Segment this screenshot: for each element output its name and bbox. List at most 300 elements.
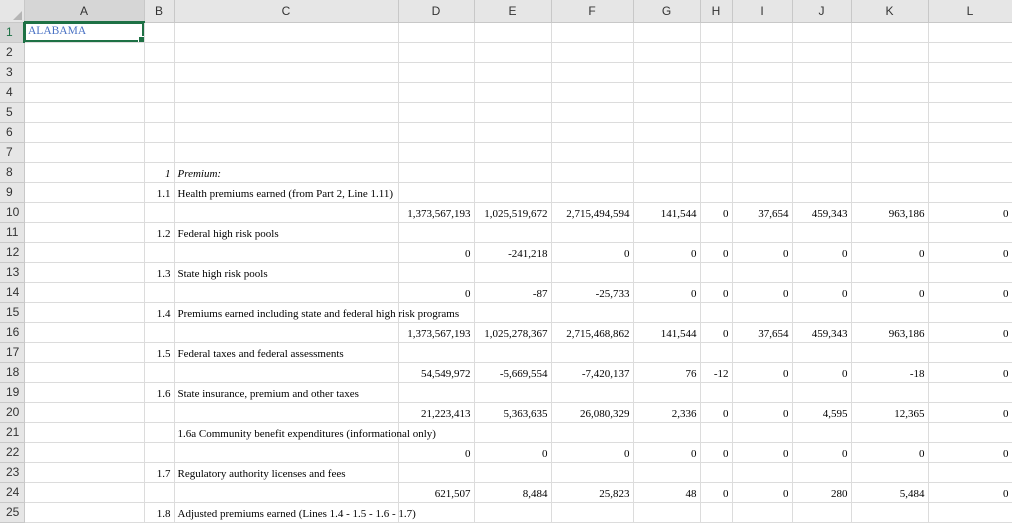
cell-h12[interactable]: 0 <box>700 242 732 262</box>
cell-b13[interactable]: 1.3 <box>144 262 174 282</box>
cell-i21[interactable] <box>732 422 792 442</box>
cell-e22[interactable]: 0 <box>474 442 551 462</box>
row-header-17[interactable]: 17 <box>0 342 24 362</box>
cell-i15[interactable] <box>732 302 792 322</box>
cell-g25[interactable] <box>633 502 700 522</box>
cell-k11[interactable] <box>851 222 928 242</box>
column-header-h[interactable]: H <box>700 0 732 22</box>
cell-e23[interactable] <box>474 462 551 482</box>
cell-k17[interactable] <box>851 342 928 362</box>
cell-f14[interactable]: -25,733 <box>551 282 633 302</box>
cell-f18[interactable]: -7,420,137 <box>551 362 633 382</box>
cell-j18[interactable]: 0 <box>792 362 851 382</box>
cell-a25[interactable] <box>24 502 144 522</box>
cell-k13[interactable] <box>851 262 928 282</box>
cell-a16[interactable] <box>24 322 144 342</box>
cell-g23[interactable] <box>633 462 700 482</box>
cell-f23[interactable] <box>551 462 633 482</box>
cell-d9[interactable] <box>398 182 474 202</box>
cell-c18[interactable] <box>174 362 398 382</box>
cell-l10[interactable]: 0 <box>928 202 1012 222</box>
cell-a19[interactable] <box>24 382 144 402</box>
cell-e10[interactable]: 1,025,519,672 <box>474 202 551 222</box>
row-header-15[interactable]: 15 <box>0 302 24 322</box>
cell-a24[interactable] <box>24 482 144 502</box>
cell-e19[interactable] <box>474 382 551 402</box>
cell-h8[interactable] <box>700 162 732 182</box>
cell-g12[interactable]: 0 <box>633 242 700 262</box>
cell-f10[interactable]: 2,715,494,594 <box>551 202 633 222</box>
cell-j3[interactable] <box>792 62 851 82</box>
cell-i22[interactable]: 0 <box>732 442 792 462</box>
cell-h19[interactable] <box>700 382 732 402</box>
cell-i7[interactable] <box>732 142 792 162</box>
cell-l1[interactable] <box>928 22 1012 42</box>
cell-i25[interactable] <box>732 502 792 522</box>
cell-e3[interactable] <box>474 62 551 82</box>
cell-d19[interactable] <box>398 382 474 402</box>
cell-e15[interactable] <box>474 302 551 322</box>
cell-b17[interactable]: 1.5 <box>144 342 174 362</box>
cell-h10[interactable]: 0 <box>700 202 732 222</box>
cell-h20[interactable]: 0 <box>700 402 732 422</box>
cell-e16[interactable]: 1,025,278,367 <box>474 322 551 342</box>
cell-i10[interactable]: 37,654 <box>732 202 792 222</box>
cell-i6[interactable] <box>732 122 792 142</box>
cell-k12[interactable]: 0 <box>851 242 928 262</box>
cell-k7[interactable] <box>851 142 928 162</box>
cell-l13[interactable] <box>928 262 1012 282</box>
cell-a17[interactable] <box>24 342 144 362</box>
cell-j23[interactable] <box>792 462 851 482</box>
row-header-19[interactable]: 19 <box>0 382 24 402</box>
cell-d6[interactable] <box>398 122 474 142</box>
cell-a20[interactable] <box>24 402 144 422</box>
cell-k23[interactable] <box>851 462 928 482</box>
cell-k4[interactable] <box>851 82 928 102</box>
cell-h4[interactable] <box>700 82 732 102</box>
cell-h25[interactable] <box>700 502 732 522</box>
cell-c20[interactable] <box>174 402 398 422</box>
cell-b3[interactable] <box>144 62 174 82</box>
cell-b14[interactable] <box>144 282 174 302</box>
cell-j11[interactable] <box>792 222 851 242</box>
column-header-f[interactable]: F <box>551 0 633 22</box>
cell-d11[interactable] <box>398 222 474 242</box>
cell-l22[interactable]: 0 <box>928 442 1012 462</box>
cell-h17[interactable] <box>700 342 732 362</box>
cell-c7[interactable] <box>174 142 398 162</box>
cell-i13[interactable] <box>732 262 792 282</box>
cell-l3[interactable] <box>928 62 1012 82</box>
cell-k1[interactable] <box>851 22 928 42</box>
cell-i11[interactable] <box>732 222 792 242</box>
cell-k21[interactable] <box>851 422 928 442</box>
cell-e17[interactable] <box>474 342 551 362</box>
cell-j25[interactable] <box>792 502 851 522</box>
column-header-a[interactable]: A <box>24 0 144 22</box>
cell-j9[interactable] <box>792 182 851 202</box>
cell-c17[interactable]: Federal taxes and federal assessments <box>174 342 398 362</box>
cell-j5[interactable] <box>792 102 851 122</box>
cell-f1[interactable] <box>551 22 633 42</box>
cell-c3[interactable] <box>174 62 398 82</box>
cell-i8[interactable] <box>732 162 792 182</box>
cell-g15[interactable] <box>633 302 700 322</box>
row-header-14[interactable]: 14 <box>0 282 24 302</box>
cell-f20[interactable]: 26,080,329 <box>551 402 633 422</box>
cell-a5[interactable] <box>24 102 144 122</box>
cell-k9[interactable] <box>851 182 928 202</box>
cell-j10[interactable]: 459,343 <box>792 202 851 222</box>
cell-b22[interactable] <box>144 442 174 462</box>
cell-g16[interactable]: 141,544 <box>633 322 700 342</box>
cell-i14[interactable]: 0 <box>732 282 792 302</box>
cell-c21[interactable]: 1.6a Community benefit expenditures (informational only) <box>174 422 398 442</box>
cell-a4[interactable] <box>24 82 144 102</box>
cell-d12[interactable]: 0 <box>398 242 474 262</box>
cell-e25[interactable] <box>474 502 551 522</box>
cell-c13[interactable]: State high risk pools <box>174 262 398 282</box>
cell-b24[interactable] <box>144 482 174 502</box>
cell-h14[interactable]: 0 <box>700 282 732 302</box>
row-header-23[interactable]: 23 <box>0 462 24 482</box>
cell-c5[interactable] <box>174 102 398 122</box>
cell-e21[interactable] <box>474 422 551 442</box>
cell-a21[interactable] <box>24 422 144 442</box>
cell-g13[interactable] <box>633 262 700 282</box>
cell-b7[interactable] <box>144 142 174 162</box>
column-header-l[interactable]: L <box>928 0 1012 22</box>
row-header-24[interactable]: 24 <box>0 482 24 502</box>
column-header-e[interactable]: E <box>474 0 551 22</box>
cell-g22[interactable]: 0 <box>633 442 700 462</box>
cell-g9[interactable] <box>633 182 700 202</box>
cell-d2[interactable] <box>398 42 474 62</box>
cell-b10[interactable] <box>144 202 174 222</box>
row-header-6[interactable]: 6 <box>0 122 24 142</box>
cell-i23[interactable] <box>732 462 792 482</box>
cell-a9[interactable] <box>24 182 144 202</box>
cell-d20[interactable]: 21,223,413 <box>398 402 474 422</box>
cell-e9[interactable] <box>474 182 551 202</box>
cell-a2[interactable] <box>24 42 144 62</box>
cell-c19[interactable]: State insurance, premium and other taxes <box>174 382 398 402</box>
cell-a11[interactable] <box>24 222 144 242</box>
cell-c25[interactable]: Adjusted premiums earned (Lines 1.4 - 1.5 - 1.6 - 1.7) <box>174 502 398 522</box>
cell-b25[interactable]: 1.8 <box>144 502 174 522</box>
cell-g5[interactable] <box>633 102 700 122</box>
cell-f11[interactable] <box>551 222 633 242</box>
cell-f5[interactable] <box>551 102 633 122</box>
row-header-5[interactable]: 5 <box>0 102 24 122</box>
cell-f7[interactable] <box>551 142 633 162</box>
cell-g8[interactable] <box>633 162 700 182</box>
cell-k10[interactable]: 963,186 <box>851 202 928 222</box>
cell-g18[interactable]: 76 <box>633 362 700 382</box>
cell-h3[interactable] <box>700 62 732 82</box>
row-header-8[interactable]: 8 <box>0 162 24 182</box>
cell-j4[interactable] <box>792 82 851 102</box>
cell-f17[interactable] <box>551 342 633 362</box>
cell-b1[interactable] <box>144 22 174 42</box>
cell-l15[interactable] <box>928 302 1012 322</box>
row-header-12[interactable]: 12 <box>0 242 24 262</box>
cell-b6[interactable] <box>144 122 174 142</box>
cell-d13[interactable] <box>398 262 474 282</box>
row-header-21[interactable]: 21 <box>0 422 24 442</box>
cell-l11[interactable] <box>928 222 1012 242</box>
cell-i4[interactable] <box>732 82 792 102</box>
cell-a12[interactable] <box>24 242 144 262</box>
cell-e12[interactable]: -241,218 <box>474 242 551 262</box>
cell-j15[interactable] <box>792 302 851 322</box>
cell-a1[interactable]: ALABAMA <box>24 22 144 42</box>
cell-j12[interactable]: 0 <box>792 242 851 262</box>
cell-c2[interactable] <box>174 42 398 62</box>
cell-l24[interactable]: 0 <box>928 482 1012 502</box>
cell-i5[interactable] <box>732 102 792 122</box>
cell-f15[interactable] <box>551 302 633 322</box>
cell-c22[interactable] <box>174 442 398 462</box>
column-header-c[interactable]: C <box>174 0 398 22</box>
cell-b23[interactable]: 1.7 <box>144 462 174 482</box>
cell-c4[interactable] <box>174 82 398 102</box>
row-header-20[interactable]: 20 <box>0 402 24 422</box>
cell-l23[interactable] <box>928 462 1012 482</box>
column-header-d[interactable]: D <box>398 0 474 22</box>
cell-b19[interactable]: 1.6 <box>144 382 174 402</box>
cell-k3[interactable] <box>851 62 928 82</box>
cell-k22[interactable]: 0 <box>851 442 928 462</box>
cell-c12[interactable] <box>174 242 398 262</box>
cell-l9[interactable] <box>928 182 1012 202</box>
cell-h6[interactable] <box>700 122 732 142</box>
cell-f22[interactable]: 0 <box>551 442 633 462</box>
cell-e24[interactable]: 8,484 <box>474 482 551 502</box>
cell-l8[interactable] <box>928 162 1012 182</box>
cell-b15[interactable]: 1.4 <box>144 302 174 322</box>
cell-g17[interactable] <box>633 342 700 362</box>
cell-g6[interactable] <box>633 122 700 142</box>
cell-i12[interactable]: 0 <box>732 242 792 262</box>
cell-i24[interactable]: 0 <box>732 482 792 502</box>
cell-h15[interactable] <box>700 302 732 322</box>
cell-a15[interactable] <box>24 302 144 322</box>
cell-e6[interactable] <box>474 122 551 142</box>
cell-k6[interactable] <box>851 122 928 142</box>
cell-k24[interactable]: 5,484 <box>851 482 928 502</box>
cell-l25[interactable] <box>928 502 1012 522</box>
cell-a18[interactable] <box>24 362 144 382</box>
cell-d1[interactable] <box>398 22 474 42</box>
cell-l19[interactable] <box>928 382 1012 402</box>
cell-f25[interactable] <box>551 502 633 522</box>
cell-i1[interactable] <box>732 22 792 42</box>
cell-g10[interactable]: 141,544 <box>633 202 700 222</box>
cell-h5[interactable] <box>700 102 732 122</box>
column-header-i[interactable]: I <box>732 0 792 22</box>
cell-l17[interactable] <box>928 342 1012 362</box>
cell-e2[interactable] <box>474 42 551 62</box>
cell-h24[interactable]: 0 <box>700 482 732 502</box>
cell-f3[interactable] <box>551 62 633 82</box>
cell-f2[interactable] <box>551 42 633 62</box>
cell-f8[interactable] <box>551 162 633 182</box>
cell-i19[interactable] <box>732 382 792 402</box>
cell-g11[interactable] <box>633 222 700 242</box>
cell-c14[interactable] <box>174 282 398 302</box>
cell-c11[interactable]: Federal high risk pools <box>174 222 398 242</box>
cell-c8[interactable]: Premium: <box>174 162 398 182</box>
cell-a22[interactable] <box>24 442 144 462</box>
column-header-b[interactable]: B <box>144 0 174 22</box>
column-header-g[interactable]: G <box>633 0 700 22</box>
cell-e11[interactable] <box>474 222 551 242</box>
cell-j17[interactable] <box>792 342 851 362</box>
cell-l20[interactable]: 0 <box>928 402 1012 422</box>
cell-j20[interactable]: 4,595 <box>792 402 851 422</box>
cell-d22[interactable]: 0 <box>398 442 474 462</box>
cell-l14[interactable]: 0 <box>928 282 1012 302</box>
cell-d17[interactable] <box>398 342 474 362</box>
cell-h1[interactable] <box>700 22 732 42</box>
cell-k5[interactable] <box>851 102 928 122</box>
cell-g4[interactable] <box>633 82 700 102</box>
cell-i9[interactable] <box>732 182 792 202</box>
cell-j8[interactable] <box>792 162 851 182</box>
cell-l6[interactable] <box>928 122 1012 142</box>
cell-i17[interactable] <box>732 342 792 362</box>
cell-d23[interactable] <box>398 462 474 482</box>
cell-i18[interactable]: 0 <box>732 362 792 382</box>
cell-a3[interactable] <box>24 62 144 82</box>
cell-k15[interactable] <box>851 302 928 322</box>
cell-c6[interactable] <box>174 122 398 142</box>
cell-a14[interactable] <box>24 282 144 302</box>
cell-k14[interactable]: 0 <box>851 282 928 302</box>
cell-a10[interactable] <box>24 202 144 222</box>
cell-d16[interactable]: 1,373,567,193 <box>398 322 474 342</box>
cell-i3[interactable] <box>732 62 792 82</box>
cell-a13[interactable] <box>24 262 144 282</box>
cell-b12[interactable] <box>144 242 174 262</box>
cell-j7[interactable] <box>792 142 851 162</box>
cell-g19[interactable] <box>633 382 700 402</box>
cell-k20[interactable]: 12,365 <box>851 402 928 422</box>
cell-d4[interactable] <box>398 82 474 102</box>
cell-l2[interactable] <box>928 42 1012 62</box>
cell-g2[interactable] <box>633 42 700 62</box>
cell-c15[interactable]: Premiums earned including state and federal high risk programs <box>174 302 398 322</box>
cell-l12[interactable]: 0 <box>928 242 1012 262</box>
cell-g3[interactable] <box>633 62 700 82</box>
cell-j22[interactable]: 0 <box>792 442 851 462</box>
cell-k16[interactable]: 963,186 <box>851 322 928 342</box>
cell-f6[interactable] <box>551 122 633 142</box>
cell-c9[interactable]: Health premiums earned (from Part 2, Line 1.11) <box>174 182 398 202</box>
cell-g21[interactable] <box>633 422 700 442</box>
cell-j16[interactable]: 459,343 <box>792 322 851 342</box>
row-header-22[interactable]: 22 <box>0 442 24 462</box>
cell-i16[interactable]: 37,654 <box>732 322 792 342</box>
cell-h11[interactable] <box>700 222 732 242</box>
cell-e8[interactable] <box>474 162 551 182</box>
row-header-16[interactable]: 16 <box>0 322 24 342</box>
row-header-3[interactable]: 3 <box>0 62 24 82</box>
cell-c16[interactable] <box>174 322 398 342</box>
cell-e4[interactable] <box>474 82 551 102</box>
cell-l18[interactable]: 0 <box>928 362 1012 382</box>
cell-i20[interactable]: 0 <box>732 402 792 422</box>
cell-l7[interactable] <box>928 142 1012 162</box>
cell-k25[interactable] <box>851 502 928 522</box>
cell-d7[interactable] <box>398 142 474 162</box>
cell-g7[interactable] <box>633 142 700 162</box>
cell-f16[interactable]: 2,715,468,862 <box>551 322 633 342</box>
cell-k8[interactable] <box>851 162 928 182</box>
cell-e13[interactable] <box>474 262 551 282</box>
cell-b2[interactable] <box>144 42 174 62</box>
cell-b9[interactable]: 1.1 <box>144 182 174 202</box>
cell-h18[interactable]: -12 <box>700 362 732 382</box>
cell-b18[interactable] <box>144 362 174 382</box>
row-header-25[interactable]: 25 <box>0 502 24 522</box>
cell-d24[interactable]: 621,507 <box>398 482 474 502</box>
cell-f24[interactable]: 25,823 <box>551 482 633 502</box>
cell-h13[interactable] <box>700 262 732 282</box>
cell-b20[interactable] <box>144 402 174 422</box>
cell-g24[interactable]: 48 <box>633 482 700 502</box>
row-header-7[interactable]: 7 <box>0 142 24 162</box>
cell-g20[interactable]: 2,336 <box>633 402 700 422</box>
cell-l21[interactable] <box>928 422 1012 442</box>
row-header-1[interactable]: 1 <box>0 22 24 42</box>
cell-c1[interactable] <box>174 22 398 42</box>
cell-b8[interactable]: 1 <box>144 162 174 182</box>
cell-f19[interactable] <box>551 382 633 402</box>
cell-a23[interactable] <box>24 462 144 482</box>
cell-d8[interactable] <box>398 162 474 182</box>
cell-c23[interactable]: Regulatory authority licenses and fees <box>174 462 398 482</box>
cell-l4[interactable] <box>928 82 1012 102</box>
cell-e14[interactable]: -87 <box>474 282 551 302</box>
cell-l5[interactable] <box>928 102 1012 122</box>
cell-g1[interactable] <box>633 22 700 42</box>
cell-h16[interactable]: 0 <box>700 322 732 342</box>
cell-g14[interactable]: 0 <box>633 282 700 302</box>
row-header-11[interactable]: 11 <box>0 222 24 242</box>
cell-l16[interactable]: 0 <box>928 322 1012 342</box>
cell-j2[interactable] <box>792 42 851 62</box>
cell-e20[interactable]: 5,363,635 <box>474 402 551 422</box>
cell-f21[interactable] <box>551 422 633 442</box>
cell-d5[interactable] <box>398 102 474 122</box>
cell-h21[interactable] <box>700 422 732 442</box>
fill-handle[interactable] <box>138 36 145 43</box>
cell-b5[interactable] <box>144 102 174 122</box>
cell-d18[interactable]: 54,549,972 <box>398 362 474 382</box>
cell-h22[interactable]: 0 <box>700 442 732 462</box>
row-header-13[interactable]: 13 <box>0 262 24 282</box>
row-header-9[interactable]: 9 <box>0 182 24 202</box>
cell-k2[interactable] <box>851 42 928 62</box>
cell-b4[interactable] <box>144 82 174 102</box>
cell-a6[interactable] <box>24 122 144 142</box>
cell-e18[interactable]: -5,669,554 <box>474 362 551 382</box>
cell-j24[interactable]: 280 <box>792 482 851 502</box>
cell-a7[interactable] <box>24 142 144 162</box>
